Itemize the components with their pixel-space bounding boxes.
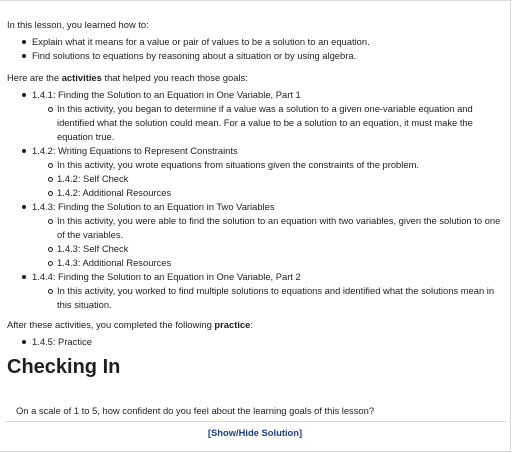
- activity-sublist: [32, 214, 505, 270]
- confidence-question: On a scale of 1 to 5, how confident do you feel about the learning goals of this lesson?: [16, 405, 375, 416]
- activity-title[interactable]: 1.4.1: Finding the Solution to an Equation in One Variable, Part 1: [32, 89, 301, 100]
- show-hide-solution-label: [Show/Hide Solution]: [207, 427, 303, 438]
- practice-list: [7, 335, 505, 349]
- activity-title[interactable]: 1.4.4: Finding the Solution to an Equation in One Variable, Part 2: [32, 271, 301, 282]
- additional-resources-link[interactable]: 1.4.3: Additional Resources: [57, 256, 505, 270]
- activity-title[interactable]: 1.4.2: Writing Equations to Represent Constraints: [32, 145, 238, 156]
- activities-intro-suffix: that helped you reach those goals:: [101, 72, 248, 83]
- activity-description: In this activity, you wrote equations from situations given the constraints of the problem.: [57, 158, 505, 172]
- activity-sublist: [32, 284, 505, 312]
- activity-item: [32, 200, 505, 270]
- self-check-link[interactable]: 1.4.2: Self Check: [57, 172, 505, 186]
- activities-intro-bold: activities: [61, 72, 102, 83]
- activities-intro: [7, 71, 505, 85]
- practice-intro-suffix: :: [250, 319, 253, 330]
- activity-description: In this activity, you were able to find the solution to an equation with two variables, given the solution to one of the variables.: [57, 214, 505, 242]
- activities-intro-prefix: Here are the: [7, 72, 62, 83]
- goal-item: Explain what it means for a value or pair of values to be a solution to an equation.: [32, 35, 505, 49]
- checking-in-heading: Checking In: [7, 356, 121, 378]
- activity-item: [32, 144, 505, 200]
- self-check-link[interactable]: 1.4.3: Self Check: [57, 242, 505, 256]
- activity-sublist: [32, 158, 505, 200]
- goal-item: Find solutions to equations by reasoning about a situation or by using algebra.: [32, 49, 505, 63]
- section-divider: [6, 421, 506, 422]
- practice-intro: [7, 318, 505, 332]
- practice-intro-prefix: After these activities, you completed the following: [7, 319, 215, 330]
- activity-description: In this activity, you worked to find multiple solutions to equations and identified what the solutions mean in this situation.: [57, 284, 505, 312]
- practice-intro-bold: practice: [214, 319, 251, 330]
- lesson-summary: [7, 18, 505, 379]
- activity-item: [32, 270, 505, 312]
- activity-item: [32, 88, 505, 144]
- goals-list: [7, 35, 505, 63]
- intro-text: In this lesson, you learned how to:: [7, 19, 149, 30]
- practice-link[interactable]: 1.4.5: Practice: [32, 335, 505, 349]
- activities-list: [7, 88, 505, 312]
- activity-description: In this activity, you began to determine if a value was a solution to a given one-variable equation and identified what the solution could mean. For a value to be a solution to an equation, it must make the equation true.: [57, 102, 505, 144]
- additional-resources-link[interactable]: 1.4.2: Additional Resources: [57, 186, 505, 200]
- activity-sublist: [32, 102, 505, 144]
- top-divider: [0, 0, 512, 1]
- show-hide-solution-button[interactable]: [0, 426, 510, 440]
- activity-title[interactable]: 1.4.3: Finding the Solution to an Equation in Two Variables: [32, 201, 275, 212]
